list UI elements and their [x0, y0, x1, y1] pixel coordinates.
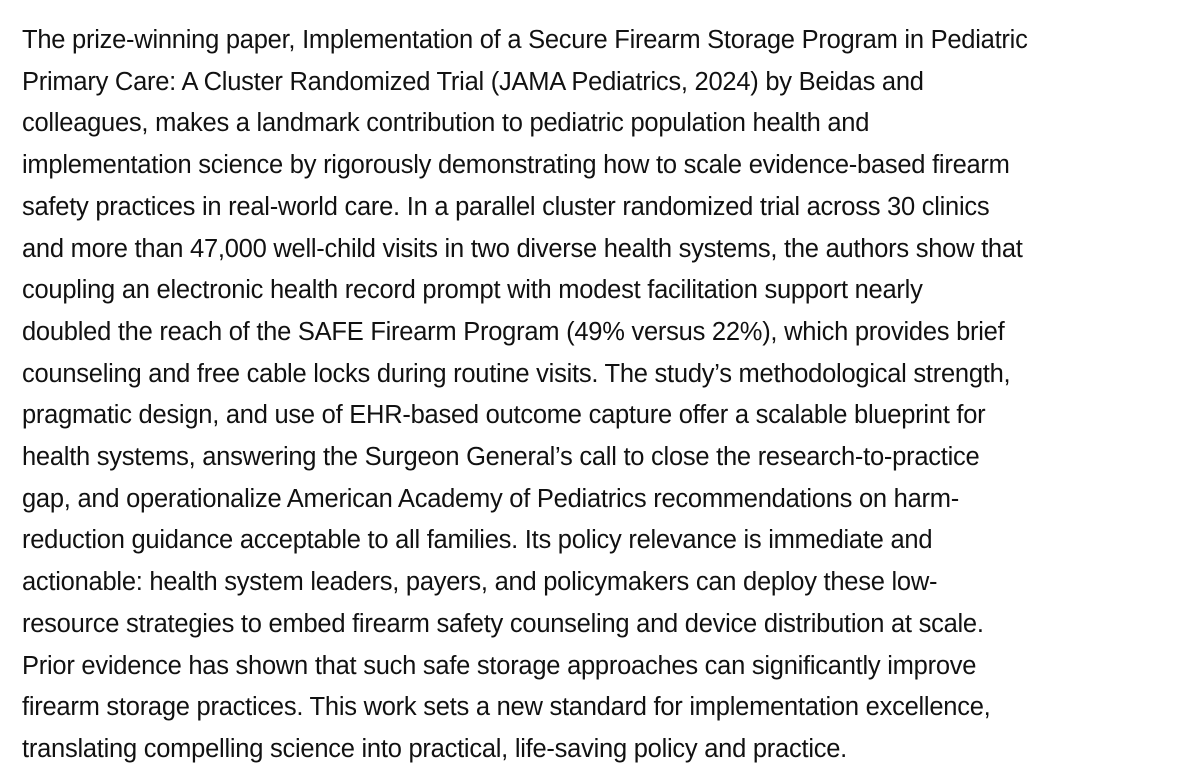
- paragraph-line: resource strategies to embed firearm safety counseling and device distribution at scale.: [22, 609, 984, 638]
- paragraph-line: health systems, answering the Surgeon General’s call to close the research-to-practice: [22, 443, 980, 472]
- paragraph-line: and more than 47,000 well-child visits in two diverse health systems, the authors show that: [22, 234, 1023, 263]
- paragraph-line: Primary Care: A Cluster Randomized Trial (JAMA Pediatrics, 2024) by Beidas and: [22, 67, 924, 96]
- paragraph-line: The prize-winning paper, Implementation of a Secure Firearm Storage Program in Pediatric: [22, 26, 1028, 54]
- paragraph-line: doubled the reach of the SAFE Firearm Program (49% versus 22%), which provides brief: [22, 317, 1005, 346]
- paragraph-line: pragmatic design, and use of EHR-based outcome capture offer a scalable blueprint for: [22, 401, 986, 430]
- paragraph-line: reduction guidance acceptable to all families. Its policy relevance is immediate and: [22, 526, 933, 555]
- paragraph-line: safety practices in real-world care. In a parallel cluster randomized trial across 30 clinics: [22, 192, 990, 221]
- paragraph-line: colleagues, makes a landmark contribution to pediatric population health and: [22, 109, 870, 138]
- paragraph-line: coupling an electronic health record prompt with modest facilitation support nearly: [22, 276, 923, 305]
- paragraph-line: actionable: health system leaders, payers, and policymakers can deploy these low-: [22, 568, 938, 597]
- body-paragraph: [22, 20, 1178, 771]
- paragraph-line: Prior evidence has shown that such safe storage approaches can significantly improve: [22, 651, 977, 680]
- paragraph-line: gap, and operationalize American Academy of Pediatrics recommendations on harm-: [22, 484, 960, 513]
- paragraph-line: implementation science by rigorously demonstrating how to scale evidence-based firearm: [22, 151, 1010, 180]
- paragraph-line: counseling and free cable locks during routine visits. The study’s methodological strength,: [22, 359, 1011, 388]
- paragraph-line: translating compelling science into practical, life-saving policy and practice.: [22, 734, 847, 763]
- paragraph-line: firearm storage practices. This work sets a new standard for implementation excellence,: [22, 693, 991, 722]
